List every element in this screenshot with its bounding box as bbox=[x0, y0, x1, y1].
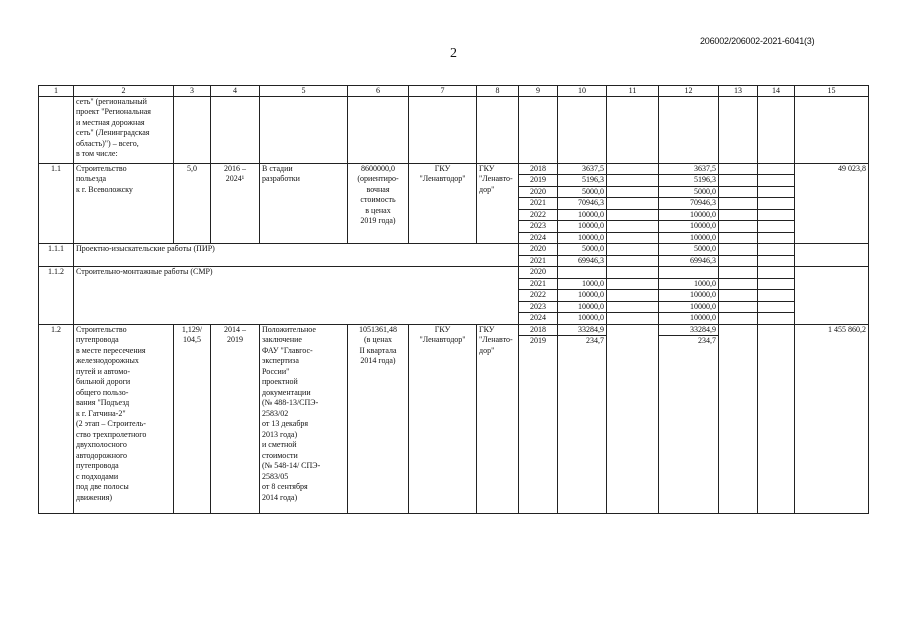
object-name: Строительство польезда к г. Всеволожску bbox=[74, 163, 174, 244]
col-header-12: 12 bbox=[659, 86, 719, 97]
col-header-15: 15 bbox=[795, 86, 869, 97]
col-header-9: 9 bbox=[519, 86, 558, 97]
row-number: 1.1 bbox=[39, 163, 74, 244]
amount-cell: 10000,0 bbox=[659, 221, 719, 233]
year-cell: 2022 bbox=[519, 209, 558, 221]
year-cell: 2019 bbox=[519, 336, 558, 514]
row-number: 1.1.2 bbox=[39, 267, 74, 325]
col-header-2: 2 bbox=[74, 86, 174, 97]
col-header-6: 6 bbox=[348, 86, 409, 97]
year-cell: 2020 bbox=[519, 244, 558, 256]
amount-cell: 70946,3 bbox=[659, 198, 719, 210]
amount-cell: 5196,3 bbox=[558, 175, 607, 187]
column-number-row bbox=[39, 86, 869, 97]
amount-cell: 10000,0 bbox=[659, 209, 719, 221]
amount-cell: 10000,0 bbox=[558, 221, 607, 233]
program-table bbox=[38, 85, 869, 514]
amount-cell: 1000,0 bbox=[659, 278, 719, 290]
table-row bbox=[39, 244, 869, 256]
period-value: 2014 – 2019 bbox=[211, 324, 260, 514]
amount-cell: 10000,0 bbox=[659, 313, 719, 325]
col-header-7: 7 bbox=[409, 86, 477, 97]
table-row bbox=[39, 163, 869, 175]
intro-text: сеть" (региональный проект "Региональная и местная дорожная сеть" (Ленинградская область)") – всего, в том числе: bbox=[74, 96, 174, 163]
work-type-label: Проектно-изыскательские работы (ПИР) bbox=[74, 244, 519, 267]
amount-cell: 10000,0 bbox=[558, 209, 607, 221]
amount-cell: 33284,9 bbox=[558, 324, 607, 336]
amount-cell: 5000,0 bbox=[558, 244, 607, 256]
total-value: 49 023,8 bbox=[795, 163, 869, 244]
amount-cell: 10000,0 bbox=[558, 313, 607, 325]
intro-row bbox=[39, 96, 869, 163]
total-value: 1 455 860,2 bbox=[795, 324, 869, 514]
amount-cell: 70946,3 bbox=[558, 198, 607, 210]
year-cell: 2019 bbox=[519, 175, 558, 187]
year-cell: 2021 bbox=[519, 278, 558, 290]
col-header-1: 1 bbox=[39, 86, 74, 97]
length-value: 5,0 bbox=[174, 163, 211, 244]
col-header-3: 3 bbox=[174, 86, 211, 97]
table-row bbox=[39, 324, 869, 336]
amount-cell: 69946,3 bbox=[659, 255, 719, 267]
col-header-4: 4 bbox=[211, 86, 260, 97]
amount-cell: 5000,0 bbox=[558, 186, 607, 198]
row-number: 1.1.1 bbox=[39, 244, 74, 267]
length-value: 1,129/ 104,5 bbox=[174, 324, 211, 514]
amount-cell bbox=[659, 267, 719, 279]
amount-cell: 5000,0 bbox=[659, 186, 719, 198]
document-status: В стадии разработки bbox=[260, 163, 348, 244]
amount-cell: 10000,0 bbox=[558, 232, 607, 244]
page-number: 2 bbox=[450, 46, 457, 61]
customer: ГКУ "Ленавтодор" bbox=[409, 163, 477, 244]
work-type-label: Строительно-монтажные работы (СМР) bbox=[74, 267, 519, 325]
year-cell: 2024 bbox=[519, 232, 558, 244]
object-name: Строительство путепровода в месте пересечения железнодорожных путей и автомо- бильной дороги общего пользо- вания "Подъезд к г. Гатчина-2" (2 этап – Строитель- ство трехпролетного двухполосного автодорожного путепровода с подходами под две полосы движения) bbox=[74, 324, 174, 514]
year-cell: 2021 bbox=[519, 255, 558, 267]
col-header-10: 10 bbox=[558, 86, 607, 97]
col-header-14: 14 bbox=[758, 86, 795, 97]
amount-cell: 5000,0 bbox=[659, 244, 719, 256]
document-number: 206002/206002-2021-6041(3) bbox=[700, 36, 815, 46]
amount-cell: 3637,5 bbox=[558, 163, 607, 175]
amount-cell: 10000,0 bbox=[558, 290, 607, 302]
col-header-8: 8 bbox=[477, 86, 519, 97]
document-status: Положительное заключение ФАУ "Главгос- экспертиза России" проектной документации (№ 488-13/СПЭ- 2583/02 от 13 декабря 2013 года) и сметной стоимости (№ 548-14/ СПЭ- 2583/05 от 8 сентября 2014 года) bbox=[260, 324, 348, 514]
amount-cell: 1000,0 bbox=[558, 278, 607, 290]
year-cell: 2020 bbox=[519, 186, 558, 198]
year-cell: 2023 bbox=[519, 301, 558, 313]
year-cell: 2022 bbox=[519, 290, 558, 302]
year-cell: 2018 bbox=[519, 163, 558, 175]
col-header-11: 11 bbox=[607, 86, 659, 97]
amount-cell: 5196,3 bbox=[659, 175, 719, 187]
col-header-5: 5 bbox=[260, 86, 348, 97]
amount-cell: 234,7 bbox=[558, 336, 607, 514]
table-row bbox=[39, 267, 869, 279]
amount-cell: 10000,0 bbox=[659, 301, 719, 313]
customer: ГКУ "Ленавтодор" bbox=[409, 324, 477, 514]
amount-cell bbox=[558, 267, 607, 279]
row-number: 1.2 bbox=[39, 324, 74, 514]
year-cell: 2021 bbox=[519, 198, 558, 210]
amount-cell: 10000,0 bbox=[659, 232, 719, 244]
amount-cell: 33284,9 bbox=[659, 324, 719, 336]
amount-cell: 69946,3 bbox=[558, 255, 607, 267]
cost-value: 1051361,48 (в ценах II квартала 2014 года) bbox=[348, 324, 409, 514]
year-cell: 2024 bbox=[519, 313, 558, 325]
col-header-13: 13 bbox=[719, 86, 758, 97]
year-cell: 2018 bbox=[519, 324, 558, 336]
developer: ГКУ "Ленавто- дор" bbox=[477, 324, 519, 514]
amount-cell: 10000,0 bbox=[558, 301, 607, 313]
developer: ГКУ "Ленавто- дор" bbox=[477, 163, 519, 244]
amount-cell: 10000,0 bbox=[659, 290, 719, 302]
year-cell: 2023 bbox=[519, 221, 558, 233]
amount-cell: 234,7 bbox=[659, 336, 719, 514]
amount-cell: 3637,5 bbox=[659, 163, 719, 175]
year-cell: 2020 bbox=[519, 267, 558, 279]
cost-value: 8600000,0 (ориентиро- вочная стоимость в ценах 2019 года) bbox=[348, 163, 409, 244]
period-value: 2016 – 2024¹ bbox=[211, 163, 260, 244]
